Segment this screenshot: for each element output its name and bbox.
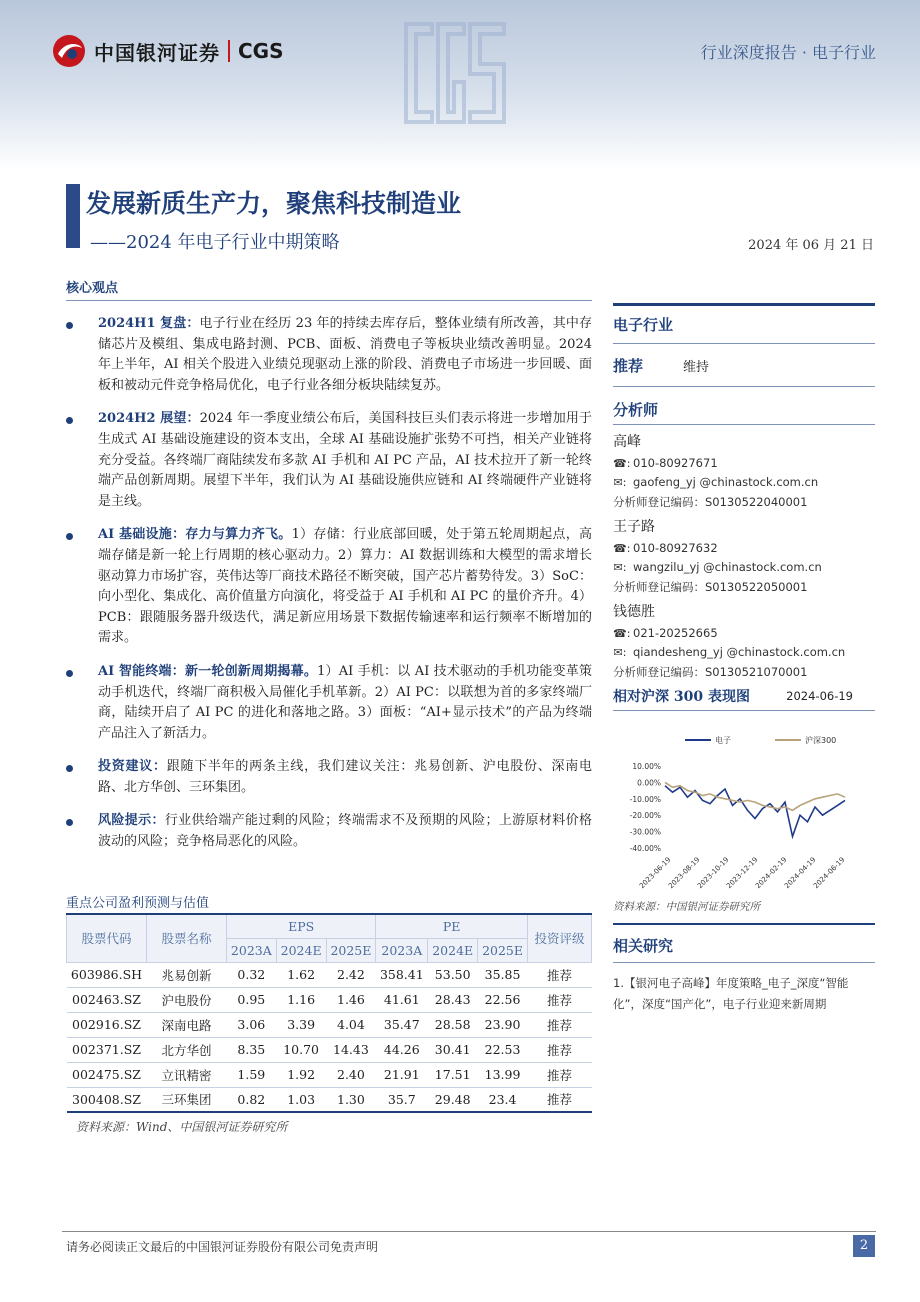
pe-value: 41.61 — [376, 987, 428, 1012]
analyst-heading: 分析师 — [613, 401, 659, 419]
y-tick-label: -40.00% — [629, 844, 661, 853]
page-number: 2 — [853, 1235, 875, 1257]
eps-value: 1.62 — [276, 962, 326, 987]
bullet-dot-icon — [66, 533, 73, 540]
footer-disclaimer[interactable]: 请务必阅读正文最后的中国银河证券股份有限公司免责声明 — [66, 1240, 379, 1254]
eps-value: 1.16 — [276, 987, 326, 1012]
sidebar — [613, 304, 875, 711]
table-row — [67, 1012, 592, 1037]
chart-heading-row — [613, 686, 875, 706]
reg-value: 分析师登记编码：S0130522050001 — [613, 580, 808, 594]
valuation-table-title: 重点公司盈利预测与估值 — [66, 896, 210, 911]
mail-icon: ✉: — [613, 560, 627, 574]
eps-value: 1.92 — [276, 1062, 326, 1087]
bullet-outlook — [66, 409, 592, 512]
rating-value: 推荐 — [528, 987, 592, 1012]
col-pe-header: PE — [376, 914, 528, 938]
brand-name-en: CGS — [238, 39, 284, 63]
table-row — [67, 962, 592, 987]
pe-value: 35.47 — [376, 1012, 428, 1037]
bullet-lead: 2024H1 复盘： — [98, 316, 200, 331]
bullet-dot-icon — [66, 819, 73, 826]
bullet-ai-terminal — [66, 662, 592, 744]
eps-value: 1.03 — [276, 1087, 326, 1112]
sidebar-rule — [613, 962, 875, 963]
bullet-dot-icon — [66, 670, 73, 677]
mail-icon: ✉: — [613, 475, 627, 489]
col-rating-header: 投资评级 — [528, 914, 592, 962]
core-views-rule — [66, 300, 592, 301]
pe-value: 22.56 — [478, 987, 528, 1012]
pe-value: 35.7 — [376, 1087, 428, 1112]
report-type: 行业深度报告 · 电子行业 — [700, 43, 876, 62]
brand-name: 中国银河证券 — [94, 40, 220, 65]
stock-name: 三环集团 — [147, 1087, 227, 1112]
eps-value: 3.39 — [276, 1012, 326, 1037]
year-header: 2025E — [326, 938, 376, 962]
pe-value: 29.48 — [428, 1087, 478, 1112]
cgs-watermark — [398, 14, 522, 132]
x-tick-label: 2023-06-19 — [637, 855, 673, 891]
y-tick-label: 10.00% — [632, 762, 661, 771]
pe-value: 35.85 — [478, 962, 528, 987]
bullet-ai-infra — [66, 525, 592, 649]
related-heading: 相关研究 — [613, 937, 674, 955]
phone-value: 010-80927671 — [633, 456, 718, 470]
pe-value: 22.53 — [478, 1037, 528, 1062]
year-header: 2023A — [376, 938, 428, 962]
pe-value: 53.50 — [428, 962, 478, 987]
y-tick-label: -30.00% — [629, 827, 661, 837]
core-views-list — [66, 314, 592, 866]
x-tick-label: 2023-12-19 — [724, 855, 760, 891]
series-line — [665, 782, 845, 810]
phone-value: 021-20252665 — [633, 626, 718, 640]
bullet-lead: AI 智能终端：新一轮创新周期揭幕。 — [98, 663, 318, 679]
rating-value: 推荐 — [528, 1012, 592, 1037]
rating-row — [613, 354, 875, 376]
bullet-lead: 风险提示： — [98, 813, 165, 829]
mail-icon: ✉: — [613, 645, 627, 659]
analyst-name: 高峰 — [613, 434, 641, 450]
analyst-name: 钱德胜 — [613, 604, 655, 620]
eps-value: 1.59 — [227, 1062, 277, 1087]
stock-name: 深南电路 — [147, 1012, 227, 1037]
sidebar-rule — [613, 386, 875, 387]
phone-value: 010-80927632 — [633, 541, 718, 555]
analyst-card — [613, 431, 875, 510]
analyst-card — [613, 601, 875, 680]
email-row — [613, 645, 875, 659]
pe-value: 28.58 — [428, 1012, 478, 1037]
pe-value: 44.26 — [376, 1037, 428, 1062]
pe-value: 21.91 — [376, 1062, 428, 1087]
sidebar-rule — [613, 343, 875, 344]
industry-label: 电子行业 — [613, 316, 674, 334]
eps-value: 0.32 — [227, 962, 277, 987]
eps-value: 3.06 — [227, 1012, 277, 1037]
series-line — [665, 786, 845, 837]
bullet-lead: 2024H2 展望： — [98, 411, 200, 427]
email-value: qiandesheng_yj @chinastock.com.cn — [633, 645, 846, 659]
phone-icon: ☎: — [613, 541, 631, 555]
eps-value: 1.46 — [326, 987, 376, 1012]
eps-value: 14.43 — [326, 1037, 376, 1062]
chart-heading: 相对沪深 300 表现图 — [613, 689, 750, 705]
footer-rule — [62, 1231, 876, 1232]
reg-value: 分析师登记编码：S0130521070001 — [613, 665, 808, 679]
email-value: gaofeng_yj @chinastock.com.cn — [633, 475, 819, 489]
stock-code: 002475.SZ — [67, 1062, 147, 1087]
phone-row — [613, 541, 875, 555]
pe-value: 28.43 — [428, 987, 478, 1012]
performance-chart-svg — [613, 720, 875, 896]
bullet-dot-icon — [66, 322, 73, 329]
eps-value: 2.42 — [326, 962, 376, 987]
phone-icon: ☎: — [613, 626, 631, 640]
related-item[interactable]: 1.【银河电子高峰】年度策略_电子_深度“智能化”，深度“国产化”，电子行业迎来新周期 — [613, 976, 849, 1011]
phone-icon: ☎: — [613, 456, 631, 470]
chart-source: 资料来源：中国银河证券研究所 — [613, 901, 760, 913]
bullet-risk — [66, 811, 592, 852]
col-code-header: 股票代码 — [67, 914, 147, 962]
related-research — [613, 923, 875, 1015]
year-header: 2023A — [227, 938, 277, 962]
eps-value: 8.35 — [227, 1037, 277, 1062]
sidebar-rule — [613, 424, 875, 425]
year-header: 2025E — [478, 938, 528, 962]
year-header: 2024E — [428, 938, 478, 962]
bullet-text: 跟随下半年的两条主线，我们建议关注：兆易创新、沪电股份、深南电路、北方华创、三环集团。 — [98, 759, 592, 795]
x-tick-label: 2024-06-19 — [811, 855, 847, 891]
stock-code: 002371.SZ — [67, 1037, 147, 1062]
brand-logo — [52, 34, 284, 68]
pe-value: 13.99 — [478, 1062, 528, 1087]
rating-value: 推荐 — [528, 1062, 592, 1087]
eps-value: 10.70 — [276, 1037, 326, 1062]
table-source: 资料来源：Wind、中国银河证券研究所 — [76, 1120, 288, 1134]
chart-date: 2024-06-19 — [786, 689, 853, 703]
rating-value: 推荐 — [528, 1037, 592, 1062]
pe-value: 23.4 — [478, 1087, 528, 1112]
bullet-review — [66, 314, 592, 396]
eps-value: 4.04 — [326, 1012, 376, 1037]
phone-row — [613, 626, 875, 640]
col-name-header: 股票名称 — [147, 914, 227, 962]
bullet-text: 1）AI 手机：以 AI 技术驱动的手机功能变革策动手机迭代，终端厂商积极入局催化手机革新。2）AI PC：以联想为首的多家终端厂商，陆续开启了 AI PC 的进化和落地之路。3）面板：“AI+显示技术”的产品为终端产品注入了新活力。 — [98, 663, 592, 741]
stock-code: 300408.SZ — [67, 1087, 147, 1112]
stock-name: 沪电股份 — [147, 987, 227, 1012]
title-accent-bar — [66, 184, 80, 248]
reg-value: 分析师登记编码：S0130522040001 — [613, 495, 808, 509]
stock-code: 002916.SZ — [67, 1012, 147, 1037]
reg-row — [613, 494, 875, 510]
core-views-heading: 核心观点 — [66, 281, 119, 296]
bullet-text: 电子行业在经历 23 年的持续去库存后，整体业绩有所改善，其中存储芯片及模组、集成电路封测、PCB、面板、消费电子等板块业绩改善明显。2024 年上半年，AI 相关个股进入业绩兑现驱动上涨的阶段、消费电子市场进一步回暖、面板和被动元件竞争格局优化，电子行业各细分板块陆续复苏。 — [98, 316, 592, 393]
analyst-name: 王子路 — [613, 519, 655, 535]
eps-value: 0.95 — [227, 987, 277, 1012]
bullet-investment — [66, 757, 592, 798]
pe-value: 23.90 — [478, 1012, 528, 1037]
email-row — [613, 560, 875, 574]
bullet-text: 行业供给端产能过剩的风险；终端需求不及预期的风险；上游原材料价格波动的风险；竞争格局恶化的风险。 — [98, 813, 592, 850]
pe-value: 30.41 — [428, 1037, 478, 1062]
phone-row — [613, 456, 875, 470]
year-header: 2024E — [276, 938, 326, 962]
table-row — [67, 987, 592, 1012]
legend-label: 沪深300 — [805, 736, 837, 745]
bullet-lead: AI 基础设施：存力与算力齐飞。 — [98, 527, 292, 543]
bullet-lead: 投资建议： — [98, 759, 167, 775]
legend-label: 电子 — [715, 736, 731, 745]
rating-value: 维持 — [683, 359, 710, 375]
col-eps-header: EPS — [227, 914, 376, 938]
email-row — [613, 475, 875, 489]
y-tick-label: -10.00% — [629, 794, 661, 804]
eps-value: 2.40 — [326, 1062, 376, 1087]
table-row — [67, 1037, 592, 1062]
report-title: 发展新质生产力，聚焦科技制造业 — [86, 189, 462, 218]
pe-value: 358.41 — [376, 962, 428, 987]
logo-separator — [228, 40, 230, 62]
stock-name: 兆易创新 — [147, 962, 227, 987]
x-tick-label: 2024-04-19 — [782, 855, 818, 891]
reg-row — [613, 579, 875, 595]
bullet-dot-icon — [66, 765, 73, 772]
reg-row — [613, 664, 875, 680]
pe-value: 17.51 — [428, 1062, 478, 1087]
x-tick-label: 2024-02-19 — [753, 855, 789, 891]
valuation-table — [66, 913, 592, 1113]
report-date: 2024 年 06 月 21 日 — [748, 238, 874, 253]
x-tick-label: 2023-10-19 — [695, 855, 731, 891]
stock-name: 立讯精密 — [147, 1062, 227, 1087]
table-row — [67, 1062, 592, 1087]
relative-performance-chart — [613, 720, 875, 896]
table-row — [67, 1087, 592, 1112]
galaxy-logo-icon — [52, 34, 86, 68]
analyst-card — [613, 516, 875, 595]
rating-label: 推荐 — [613, 356, 644, 375]
sidebar-rule — [613, 710, 875, 711]
rating-value: 推荐 — [528, 962, 592, 987]
stock-code: 603986.SH — [67, 962, 147, 987]
rating-value: 推荐 — [528, 1087, 592, 1112]
eps-value: 0.82 — [227, 1087, 277, 1112]
bullet-text: 2024 年一季度业绩公布后，美国科技巨头们表示将进一步增加用于生成式 AI 基础设施建设的资本支出，全球 AI 基础设施扩张势不可挡，相关产业链将充分受益。各终端厂商陆续发布多款 AI 手机和 AI PC 产品，AI 技术拉开了新一轮终端产品创新周期。展望下半年，我们认为 AI 基础设施供应链和 AI 终端硬件产业链将是主线。 — [98, 411, 592, 509]
sidebar-rule — [613, 923, 875, 925]
bullet-text: 1）存储：行业底部回暖，处于第五轮周期起点，高端存储是新一轮上行周期的核心驱动力。2）算力：AI 数据训练和大模型的需求增长驱动算力市场扩容，英伟达等厂商技术路径不断突破，国产芯片蓄势待发。3）SoC：向小型化、集成化、高价值量方向演化，将受益于 AI 手机和 AI PC 的量价齐升。4）PCB：跟随服务器升级迭代，满足新应用场景下数据传输速率和运行频率不断增加的需求。 — [98, 527, 592, 646]
bullet-dot-icon — [66, 417, 73, 424]
x-tick-label: 2023-08-19 — [666, 855, 702, 891]
y-tick-label: 0.00% — [637, 778, 661, 788]
report-subtitle: ——2024 年电子行业中期策略 — [90, 232, 340, 253]
y-tick-label: -20.00% — [629, 811, 661, 821]
email-value: wangzilu_yj @chinastock.com.cn — [633, 560, 822, 574]
stock-name: 北方华创 — [147, 1037, 227, 1062]
stock-code: 002463.SZ — [67, 987, 147, 1012]
eps-value: 1.30 — [326, 1087, 376, 1112]
